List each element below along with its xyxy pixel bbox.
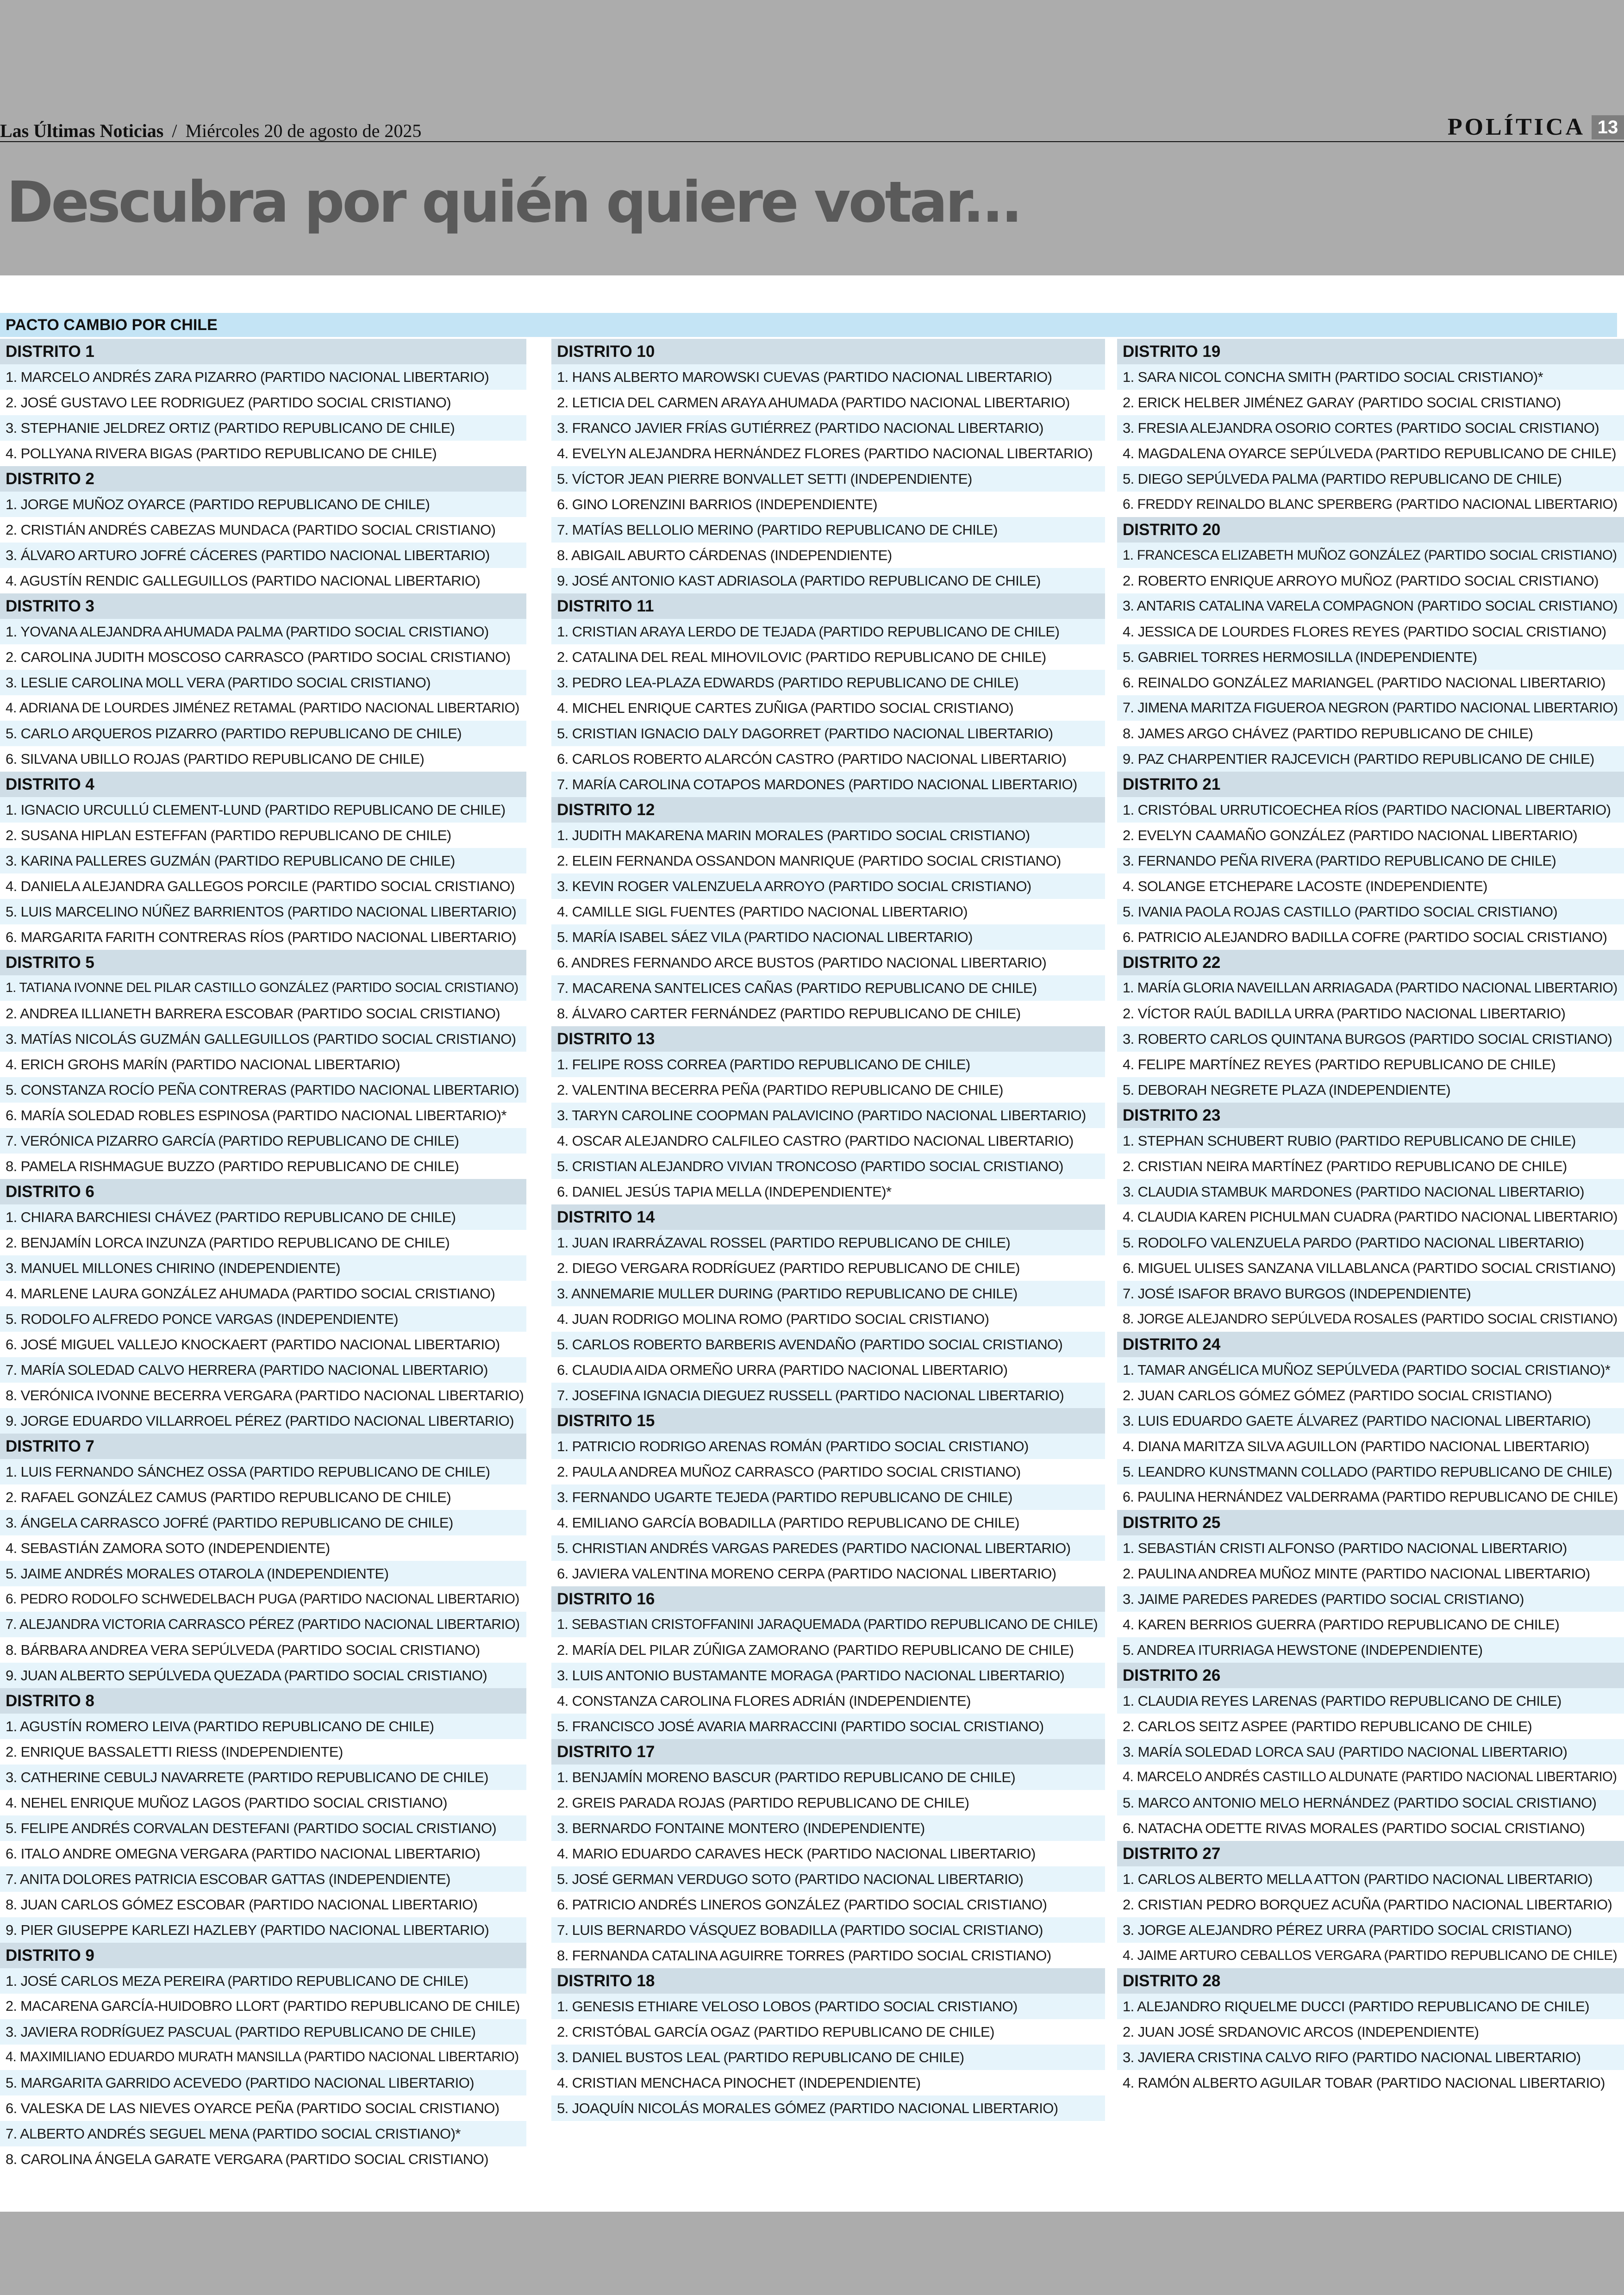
candidate-row: 1. JUDITH MAKARENA MARIN MORALES (PARTIDO SOCIAL CRISTIANO) [551,823,1105,848]
candidate-row: 2. PAULA ANDREA MUÑOZ CARRASCO (PARTIDO SOCIAL CRISTIANO) [557,1464,1021,1480]
candidate-row: 1. CRISTÓBAL URRUTICOECHEA RÍOS (PARTIDO NACIONAL LIBERTARIO) [1117,797,1624,823]
candidate-row: 6. JAVIERA VALENTINA MORENO CERPA (PARTIDO NACIONAL LIBERTARIO) [557,1565,1056,1582]
candidate-row: 4. ERICH GROHS MARÍN (PARTIDO NACIONAL LIBERTARIO) [6,1056,400,1073]
candidate-row: 5. CRISTIAN IGNACIO DALY DAGORRET (PARTIDO NACIONAL LIBERTARIO) [551,721,1105,746]
candidate-row: 4. EVELYN ALEJANDRA HERNÁNDEZ FLORES (PARTIDO NACIONAL LIBERTARIO) [557,445,1093,461]
candidate-row: 8. VERÓNICA IVONNE BECERRA VERGARA (PARTIDO NACIONAL LIBERTARIO) [6,1387,524,1403]
candidate-row: 6. MARGARITA FARITH CONTRERAS RÍOS (PARTIDO NACIONAL LIBERTARIO) [6,929,517,945]
candidate-row: 3. BERNARDO FONTAINE MONTERO (INDEPENDIENTE) [551,1815,1105,1841]
candidate-row: 6. MIGUEL ULISES SANZANA VILLABLANCA (PARTIDO SOCIAL CRISTIANO) [1123,1260,1616,1276]
district-header: DISTRITO 17 [551,1739,1105,1765]
candidate-row: 1. JORGE MUÑOZ OYARCE (PARTIDO REPUBLICANO DE CHILE) [0,492,526,517]
candidate-row: 6. JOSÉ MIGUEL VALLEJO KNOCKAERT (PARTIDO NACIONAL LIBERTARIO) [6,1336,500,1353]
candidate-row: 4. MARLENE LAURA GONZÁLEZ AHUMADA (PARTIDO SOCIAL CRISTIANO) [6,1285,495,1302]
candidate-row: 1. SEBASTIAN CRISTOFFANINI JARAQUEMADA (PARTIDO REPUBLICANO DE CHILE) [551,1612,1105,1637]
candidate-row: 7. MATÍAS BELLOLIO MERINO (PARTIDO REPUBLICANO DE CHILE) [551,517,1105,543]
candidate-row: 1. CHIARA BARCHIESI CHÁVEZ (PARTIDO REPUBLICANO DE CHILE) [0,1204,526,1230]
candidate-row: 4. MARCELO ANDRÉS CASTILLO ALDUNATE (PARTIDO NACIONAL LIBERTARIO) [1123,1770,1617,1784]
candidate-row: 9. JORGE EDUARDO VILLARROEL PÉREZ (PARTIDO NACIONAL LIBERTARIO) [0,1408,526,1434]
candidate-row: 3. ANNEMARIE MULLER DURING (PARTIDO REPUBLICANO DE CHILE) [551,1281,1105,1306]
candidate-row: 8. PAMELA RISHMAGUE BUZZO (PARTIDO REPUBLICANO DE CHILE) [6,1158,459,1174]
candidate-row: 2. PAULINA ANDREA MUÑOZ MINTE (PARTIDO NACIONAL LIBERTARIO) [1123,1565,1590,1582]
candidate-row: 1. MARÍA GLORIA NAVEILLAN ARRIAGADA (PARTIDO NACIONAL LIBERTARIO) [1117,975,1624,1001]
district-section [0,1434,526,1688]
candidate-row: 4. NEHEL ENRIQUE MUÑOZ LAGOS (PARTIDO SOCIAL CRISTIANO) [6,1795,447,1811]
candidate-row: 5. CRISTIAN ALEJANDRO VIVIAN TRONCOSO (PARTIDO SOCIAL CRISTIANO) [551,1154,1105,1179]
district-header: DISTRITO 23 [1117,1103,1624,1128]
district-header: DISTRITO 13 [551,1026,1105,1052]
candidate-row: 5. FELIPE ANDRÉS CORVALAN DESTEFANI (PARTIDO SOCIAL CRISTIANO) [0,1815,526,1841]
column-1 [0,339,526,2172]
candidate-row: 2. JOSÉ GUSTAVO LEE RODRIGUEZ (PARTIDO SOCIAL CRISTIANO) [6,394,451,411]
district-header: DISTRITO 22 [1117,950,1624,975]
column-2 [551,339,1105,2121]
candidate-row: 3. CATHERINE CEBULJ NAVARRETE (PARTIDO REPUBLICANO DE CHILE) [0,1765,526,1790]
candidate-row: 1. CRISTIAN ARAYA LERDO DE TEJADA (PARTIDO REPUBLICANO DE CHILE) [551,619,1105,644]
district-section [0,339,526,466]
candidate-row: 4. MAXIMILIANO EDUARDO MURATH MANSILLA (PARTIDO NACIONAL LIBERTARIO) [6,2050,519,2064]
candidate-row: 7. MARÍA SOLEDAD CALVO HERRERA (PARTIDO NACIONAL LIBERTARIO) [0,1357,526,1383]
candidate-row: 4. SOLANGE ETCHEPARE LACOSTE (INDEPENDIENTE) [1123,878,1487,894]
candidate-row: 1. SARA NICOL CONCHA SMITH (PARTIDO SOCIAL CRISTIANO)* [1117,364,1624,390]
candidate-row: 2. ERICK HELBER JIMÉNEZ GARAY (PARTIDO SOCIAL CRISTIANO) [1123,394,1561,411]
candidate-row: 6. PATRICIO ALEJANDRO BADILLA COFRE (PARTIDO SOCIAL CRISTIANO) [1123,929,1607,945]
candidate-row: 5. ANDREA ITURRIAGA HEWSTONE (INDEPENDIENTE) [1117,1637,1624,1663]
candidate-row: 6. NATACHA ODETTE RIVAS MORALES (PARTIDO SOCIAL CRISTIANO) [1123,1820,1585,1836]
candidate-row: 2. CATALINA DEL REAL MIHOVILOVIC (PARTIDO REPUBLICANO DE CHILE) [557,649,1046,665]
district-section [0,1179,526,1434]
candidate-row: 6. PATRICIO ANDRÉS LINEROS GONZÁLEZ (PARTIDO SOCIAL CRISTIANO) [557,1896,1047,1913]
district-section [551,1586,1105,1739]
candidate-row: 4. JUAN RODRIGO MOLINA ROMO (PARTIDO SOCIAL CRISTIANO) [557,1311,989,1327]
candidate-row: 6. ANDRES FERNANDO ARCE BUSTOS (PARTIDO NACIONAL LIBERTARIO) [557,954,1047,971]
candidate-row: 3. PEDRO LEA-PLAZA EDWARDS (PARTIDO REPUBLICANO DE CHILE) [551,670,1105,695]
district-section [1117,1663,1624,1841]
candidate-row: 2. VALENTINA BECERRA PEÑA (PARTIDO REPUBLICANO DE CHILE) [557,1082,1003,1098]
page-number: 13 [1592,115,1624,139]
candidate-row: 6. PEDRO RODOLFO SCHWEDELBACH PUGA (PARTIDO NACIONAL LIBERTARIO) [6,1591,519,1607]
candidate-row: 6. VALESKA DE LAS NIEVES OYARCE PEÑA (PARTIDO SOCIAL CRISTIANO) [6,2100,500,2116]
district-header: DISTRITO 27 [1117,1841,1624,1866]
district-header: DISTRITO 24 [1117,1332,1624,1357]
candidate-row: 2. SUSANA HIPLAN ESTEFFAN (PARTIDO REPUBLICANO DE CHILE) [6,827,451,843]
candidate-row: 4. EMILIANO GARCÍA BOBADILLA (PARTIDO REPUBLICANO DE CHILE) [557,1515,1019,1531]
candidate-row: 5. JOAQUÍN NICOLÁS MORALES GÓMEZ (PARTIDO NACIONAL LIBERTARIO) [551,2095,1105,2121]
candidate-row: 6. CLAUDIA AIDA ORMEÑO URRA (PARTIDO NACIONAL LIBERTARIO) [557,1362,1008,1378]
candidate-row: 3. FERNANDO PEÑA RIVERA (PARTIDO REPUBLICANO DE CHILE) [1117,848,1624,873]
candidate-row: 7. JIMENA MARITZA FIGUEROA NEGRON (PARTIDO NACIONAL LIBERTARIO) [1117,695,1624,721]
candidate-row: 5. RODOLFO ALFREDO PONCE VARGAS (INDEPENDIENTE) [0,1306,526,1332]
candidate-row: 5. IVANIA PAOLA ROJAS CASTILLO (PARTIDO SOCIAL CRISTIANO) [1117,899,1624,924]
candidate-row: 3. LUIS EDUARDO GAETE ÁLVAREZ (PARTIDO NACIONAL LIBERTARIO) [1117,1408,1624,1434]
district-header: DISTRITO 15 [551,1408,1105,1434]
candidate-row: 4. CLAUDIA KAREN PICHULMAN CUADRA (PARTIDO NACIONAL LIBERTARIO) [1123,1210,1618,1225]
candidate-row: 6. GINO LORENZINI BARRIOS (INDEPENDIENTE) [557,496,877,512]
candidate-row: 2. MACARENA GARCÍA-HUIDOBRO LLORT (PARTIDO REPUBLICANO DE CHILE) [6,1998,520,2014]
candidate-row: 8. CAROLINA ÁNGELA GARATE VERGARA (PARTIDO SOCIAL CRISTIANO) [6,2151,488,2167]
candidate-row: 2. VÍCTOR RAÚL BADILLA URRA (PARTIDO NACIONAL LIBERTARIO) [1123,1005,1566,1022]
candidate-row: 5. LUIS MARCELINO NÚÑEZ BARRIENTOS (PARTIDO NACIONAL LIBERTARIO) [0,899,526,924]
candidate-row: 3. ÁNGELA CARRASCO JOFRÉ (PARTIDO REPUBLICANO DE CHILE) [0,1510,526,1535]
district-section [551,1026,1105,1204]
candidate-row: 5. CHRISTIAN ANDRÉS VARGAS PAREDES (PARTIDO NACIONAL LIBERTARIO) [551,1535,1105,1561]
district-header: DISTRITO 5 [0,950,526,975]
candidate-row: 5. CARLOS ROBERTO BARBERIS AVENDAÑO (PARTIDO SOCIAL CRISTIANO) [551,1332,1105,1357]
candidate-row: 7. VERÓNICA PIZARRO GARCÍA (PARTIDO REPUBLICANO DE CHILE) [0,1128,526,1154]
candidate-row: 3. KARINA PALLERES GUZMÁN (PARTIDO REPUBLICANO DE CHILE) [0,848,526,873]
candidate-row: 2. ROBERTO ENRIQUE ARROYO MUÑOZ (PARTIDO SOCIAL CRISTIANO) [1123,573,1599,589]
candidate-row: 2. RAFAEL GONZÁLEZ CAMUS (PARTIDO REPUBLICANO DE CHILE) [6,1489,451,1505]
candidate-row: 2. CRISTIAN PEDRO BORQUEZ ACUÑA (PARTIDO NACIONAL LIBERTARIO) [1123,1896,1612,1913]
candidate-row: 3. CLAUDIA STAMBUK MARDONES (PARTIDO NACIONAL LIBERTARIO) [1117,1179,1624,1204]
candidate-row: 4. MAGDALENA OYARCE SEPÚLVEDA (PARTIDO REPUBLICANO DE CHILE) [1123,445,1616,461]
candidate-row: 1. FELIPE ROSS CORREA (PARTIDO REPUBLICANO DE CHILE) [551,1052,1105,1077]
candidate-row: 4. OSCAR ALEJANDRO CALFILEO CASTRO (PARTIDO NACIONAL LIBERTARIO) [557,1133,1074,1149]
district-header: DISTRITO 19 [1117,339,1624,364]
candidate-row: 7. ALBERTO ANDRÉS SEGUEL MENA (PARTIDO SOCIAL CRISTIANO)* [0,2121,526,2146]
district-section [551,1968,1105,2121]
candidate-row: 3. TARYN CAROLINE COOPMAN PALAVICINO (PARTIDO NACIONAL LIBERTARIO) [551,1103,1105,1128]
candidate-row: 4. KAREN BERRIOS GUERRA (PARTIDO REPUBLICANO DE CHILE) [1123,1616,1560,1633]
candidate-row: 3. KEVIN ROGER VALENZUELA ARROYO (PARTIDO SOCIAL CRISTIANO) [551,873,1105,899]
district-section [0,593,526,772]
candidate-row: 6. MARÍA SOLEDAD ROBLES ESPINOSA (PARTIDO NACIONAL LIBERTARIO)* [6,1107,506,1123]
candidate-row: 1. TAMAR ANGÉLICA MUÑOZ SEPÚLVEDA (PARTIDO SOCIAL CRISTIANO)* [1117,1357,1624,1383]
headline: Descubra por quién quiere votar... [6,169,1020,235]
candidate-row: 2. BENJAMÍN LORCA INZUNZA (PARTIDO REPUBLICANO DE CHILE) [6,1235,450,1251]
candidate-row: 6. ITALO ANDRE OMEGNA VERGARA (PARTIDO NACIONAL LIBERTARIO) [6,1846,481,1862]
candidate-row: 2. DIEGO VERGARA RODRÍGUEZ (PARTIDO REPUBLICANO DE CHILE) [557,1260,1020,1276]
candidate-row: 4. RAMÓN ALBERTO AGUILAR TOBAR (PARTIDO NACIONAL LIBERTARIO) [1123,2075,1605,2091]
district-header: DISTRITO 11 [551,593,1105,619]
candidate-row: 1. FRANCESCA ELIZABETH MUÑOZ GONZÁLEZ (PARTIDO SOCIAL CRISTIANO) [1117,543,1624,568]
candidate-row: 4. MICHEL ENRIQUE CARTES ZUÑIGA (PARTIDO SOCIAL CRISTIANO) [557,700,1014,716]
candidate-row: 2. JUAN JOSÉ SRDANOVIC ARCOS (INDEPENDIENTE) [1123,2024,1479,2040]
candidate-row: 8. JAMES ARGO CHÁVEZ (PARTIDO REPUBLICANO DE CHILE) [1123,725,1533,742]
candidate-row: 2. CRISTÓBAL GARCÍA OGAZ (PARTIDO REPUBLICANO DE CHILE) [557,2024,994,2040]
candidate-row: 3. JAIME PAREDES PAREDES (PARTIDO SOCIAL CRISTIANO) [1117,1586,1624,1612]
candidate-row: 6. CARLOS ROBERTO ALARCÓN CASTRO (PARTIDO NACIONAL LIBERTARIO) [557,751,1067,767]
publication-date: Miércoles 20 de agosto de 2025 [185,120,422,141]
district-section [551,1204,1105,1408]
district-header: DISTRITO 18 [551,1968,1105,1994]
masthead [0,118,421,143]
candidate-row: 3. ÁLVARO ARTURO JOFRÉ CÁCERES (PARTIDO NACIONAL LIBERTARIO) [0,543,526,568]
candidate-row: 7. MACARENA SANTELICES CAÑAS (PARTIDO REPUBLICANO DE CHILE) [551,975,1105,1001]
candidate-row: 5. JAIME ANDRÉS MORALES OTAROLA (INDEPENDIENTE) [0,1561,526,1586]
candidate-row: 3. DANIEL BUSTOS LEAL (PARTIDO REPUBLICANO DE CHILE) [551,2045,1105,2070]
candidate-row: 1. TATIANA IVONNE DEL PILAR CASTILLO GONZÁLEZ (PARTIDO SOCIAL CRISTIANO) [0,975,526,1001]
candidate-row: 5. DEBORAH NEGRETE PLAZA (INDEPENDIENTE) [1117,1077,1624,1103]
candidate-row: 3. LESLIE CAROLINA MOLL VERA (PARTIDO SOCIAL CRISTIANO) [0,670,526,695]
candidate-row: 6. SILVANA UBILLO ROJAS (PARTIDO REPUBLICANO DE CHILE) [6,751,425,767]
masthead-separator: / [172,120,177,141]
candidate-row: 6. REINALDO GONZÁLEZ MARIANGEL (PARTIDO NACIONAL LIBERTARIO) [1123,674,1605,691]
district-header: DISTRITO 4 [0,772,526,797]
candidate-row: 9. PAZ CHARPENTIER RAJCEVICH (PARTIDO REPUBLICANO DE CHILE) [1117,746,1624,772]
candidate-row: 1. GENESIS ETHIARE VELOSO LOBOS (PARTIDO SOCIAL CRISTIANO) [551,1994,1105,2019]
district-header: DISTRITO 1 [0,339,526,364]
district-header: DISTRITO 26 [1117,1663,1624,1688]
candidate-row: 1. SEBASTIÁN CRISTI ALFONSO (PARTIDO NACIONAL LIBERTARIO) [1117,1535,1624,1561]
candidate-row: 1. JUAN IRARRÁZAVAL ROSSEL (PARTIDO REPUBLICANO DE CHILE) [551,1230,1105,1255]
candidate-row: 3. FRESIA ALEJANDRA OSORIO CORTES (PARTIDO SOCIAL CRISTIANO) [1117,415,1624,441]
district-section [1117,1968,1624,2095]
candidate-row: 3. JAVIERA CRISTINA CALVO RIFO (PARTIDO NACIONAL LIBERTARIO) [1117,2045,1624,2070]
district-section [0,772,526,950]
district-header: DISTRITO 10 [551,339,1105,364]
candidate-row: 3. STEPHANIE JELDREZ ORTIZ (PARTIDO REPUBLICANO DE CHILE) [0,415,526,441]
candidate-row: 7. JOSÉ ISAFOR BRAVO BURGOS (INDEPENDIENTE) [1117,1281,1624,1306]
candidate-row: 5. RODOLFO VALENZUELA PARDO (PARTIDO NACIONAL LIBERTARIO) [1117,1230,1624,1255]
candidate-row: 3. FRANCO JAVIER FRÍAS GUTIÉRREZ (PARTIDO NACIONAL LIBERTARIO) [551,415,1105,441]
district-section [1117,517,1624,772]
candidate-row: 4. POLLYANA RIVERA BIGAS (PARTIDO REPUBLICANO DE CHILE) [6,445,437,461]
candidate-row: 2. CRISTIAN NEIRA MARTÍNEZ (PARTIDO REPUBLICANO DE CHILE) [1123,1158,1567,1174]
candidate-row: 5. MARGARITA GARRIDO ACEVEDO (PARTIDO NACIONAL LIBERTARIO) [0,2070,526,2095]
district-section [1117,1103,1624,1332]
candidate-row: 5. JOSÉ GERMAN VERDUGO SOTO (PARTIDO NACIONAL LIBERTARIO) [551,1866,1105,1892]
district-section [0,1943,526,2172]
candidate-row: 7. ANITA DOLORES PATRICIA ESCOBAR GATTAS (INDEPENDIENTE) [0,1866,526,1892]
candidate-row: 4. CAMILLE SIGL FUENTES (PARTIDO NACIONAL LIBERTARIO) [557,904,968,920]
candidate-row: 4. JESSICA DE LOURDES FLORES REYES (PARTIDO SOCIAL CRISTIANO) [1123,624,1606,640]
district-header: DISTRITO 6 [0,1179,526,1204]
district-section [1117,772,1624,950]
candidate-row: 5. VÍCTOR JEAN PIERRE BONVALLET SETTI (INDEPENDIENTE) [551,466,1105,492]
candidate-row: 5. MARCO ANTONIO MELO HERNÁNDEZ (PARTIDO SOCIAL CRISTIANO) [1117,1790,1624,1815]
candidate-row: 8. BÁRBARA ANDREA VERA SEPÚLVEDA (PARTIDO SOCIAL CRISTIANO) [6,1642,480,1658]
candidate-row: 6. PAULINA HERNÁNDEZ VALDERRAMA (PARTIDO REPUBLICANO DE CHILE) [1123,1489,1618,1505]
district-section [0,1688,526,1943]
district-section [551,797,1105,1026]
candidate-row: 3. FERNANDO UGARTE TEJEDA (PARTIDO REPUBLICANO DE CHILE) [551,1484,1105,1510]
candidate-row: 7. LUIS BERNARDO VÁSQUEZ BOBADILLA (PARTIDO SOCIAL CRISTIANO) [551,1917,1105,1943]
masthead-rule [0,141,1624,142]
district-header: DISTRITO 16 [551,1586,1105,1612]
candidate-row: 6. DANIEL JESÚS TAPIA MELLA (INDEPENDIENTE)* [557,1184,892,1200]
candidate-row: 8. ÁLVARO CARTER FERNÁNDEZ (PARTIDO REPUBLICANO DE CHILE) [557,1005,1021,1022]
candidate-row: 2. CAROLINA JUDITH MOSCOSO CARRASCO (PARTIDO SOCIAL CRISTIANO) [6,649,511,665]
candidate-row: 5. DIEGO SEPÚLVEDA PALMA (PARTIDO REPUBLICANO DE CHILE) [1117,466,1624,492]
district-header: DISTRITO 7 [0,1434,526,1459]
district-header: DISTRITO 8 [0,1688,526,1714]
candidate-row: 8. FERNANDA CATALINA AGUIRRE TORRES (PARTIDO SOCIAL CRISTIANO) [557,1947,1051,1964]
candidate-row: 3. ANTARIS CATALINA VARELA COMPAGNON (PARTIDO SOCIAL CRISTIANO) [1117,593,1624,619]
district-section [551,1739,1105,1968]
candidate-row: 2. ENRIQUE BASSALETTI RIESS (INDEPENDIENTE) [6,1744,343,1760]
candidate-row: 2. LETICIA DEL CARMEN ARAYA AHUMADA (PARTIDO NACIONAL LIBERTARIO) [557,394,1070,411]
candidate-row: 2. GREIS PARADA ROJAS (PARTIDO REPUBLICANO DE CHILE) [557,1795,969,1811]
candidate-row: 2. EVELYN CAAMAÑO GONZÁLEZ (PARTIDO NACIONAL LIBERTARIO) [1123,827,1578,843]
candidate-row: 6. FREDDY REINALDO BLANC SPERBERG (PARTIDO NACIONAL LIBERTARIO) [1123,497,1618,512]
candidate-row: 4. CONSTANZA CAROLINA FLORES ADRIÁN (INDEPENDIENTE) [557,1693,971,1709]
candidate-row: 1. ALEJANDRO RIQUELME DUCCI (PARTIDO REPUBLICANO DE CHILE) [1117,1994,1624,2019]
candidate-row: 1. PATRICIO RODRIGO ARENAS ROMÁN (PARTIDO SOCIAL CRISTIANO) [551,1434,1105,1459]
district-header: DISTRITO 9 [0,1943,526,1968]
candidate-row: 3. JORGE ALEJANDRO PÉREZ URRA (PARTIDO SOCIAL CRISTIANO) [1117,1917,1624,1943]
candidate-row: 2. JUAN CARLOS GÓMEZ GÓMEZ (PARTIDO SOCIAL CRISTIANO) [1123,1387,1552,1403]
district-section [1117,1510,1624,1663]
candidate-row: 1. HANS ALBERTO MAROWSKI CUEVAS (PARTIDO NACIONAL LIBERTARIO) [551,364,1105,390]
candidate-row: 5. CONSTANZA ROCÍO PEÑA CONTRERAS (PARTIDO NACIONAL LIBERTARIO) [0,1077,526,1103]
candidate-row: 1. JOSÉ CARLOS MEZA PEREIRA (PARTIDO REPUBLICANO DE CHILE) [0,1968,526,1994]
district-header: DISTRITO 14 [551,1204,1105,1230]
candidate-row: 1. BENJAMÍN MORENO BASCUR (PARTIDO REPUBLICANO DE CHILE) [551,1765,1105,1790]
candidate-row: 4. SEBASTIÁN ZAMORA SOTO (INDEPENDIENTE) [6,1540,330,1556]
district-section [551,339,1105,593]
candidate-row: 4. MARIO EDUARDO CARAVES HECK (PARTIDO NACIONAL LIBERTARIO) [557,1846,1036,1862]
pact-title: PACTO CAMBIO POR CHILE [0,313,1617,337]
candidate-row: 9. JOSÉ ANTONIO KAST ADRIASOLA (PARTIDO REPUBLICANO DE CHILE) [551,568,1105,593]
district-section [0,950,526,1179]
candidate-row: 3. MARÍA SOLEDAD LORCA SAU (PARTIDO NACIONAL LIBERTARIO) [1117,1739,1624,1765]
candidate-row: 2. ANDREA ILLIANETH BARRERA ESCOBAR (PARTIDO SOCIAL CRISTIANO) [6,1005,500,1022]
candidate-row: 4. JAIME ARTURO CEBALLOS VERGARA (PARTIDO REPUBLICANO DE CHILE) [1123,1948,1618,1963]
district-section [1117,950,1624,1103]
candidate-row: 2. CRISTIÁN ANDRÉS CABEZAS MUNDACA (PARTIDO SOCIAL CRISTIANO) [6,522,496,538]
publication-name: Las Últimas Noticias [0,120,164,141]
candidate-row: 5. CARLO ARQUEROS PIZARRO (PARTIDO REPUBLICANO DE CHILE) [0,721,526,746]
candidate-row: 4. DIANA MARITZA SILVA AGUILLON (PARTIDO NACIONAL LIBERTARIO) [1123,1438,1589,1454]
candidate-row: 4. DANIELA ALEJANDRA GALLEGOS PORCILE (PARTIDO SOCIAL CRISTIANO) [6,878,515,894]
candidate-row: 8. JUAN CARLOS GÓMEZ ESCOBAR (PARTIDO NACIONAL LIBERTARIO) [6,1896,478,1913]
district-section [551,593,1105,797]
candidate-row: 4. CRISTIAN MENCHACA PINOCHET (INDEPENDIENTE) [557,2075,921,2091]
footer-band [0,2212,1624,2295]
candidate-row: 4. ADRIANA DE LOURDES JIMÉNEZ RETAMAL (PARTIDO NACIONAL LIBERTARIO) [6,700,519,716]
candidate-row: 9. JUAN ALBERTO SEPÚLVEDA QUEZADA (PARTIDO SOCIAL CRISTIANO) [0,1663,526,1688]
candidate-row: 1. YOVANA ALEJANDRA AHUMADA PALMA (PARTIDO SOCIAL CRISTIANO) [0,619,526,644]
candidate-row: 4. FELIPE MARTÍNEZ REYES (PARTIDO REPUBLICANO DE CHILE) [1123,1056,1556,1073]
district-header: DISTRITO 28 [1117,1968,1624,1994]
candidate-row: 5. LEANDRO KUNSTMANN COLLADO (PARTIDO REPUBLICANO DE CHILE) [1117,1459,1624,1484]
district-header: DISTRITO 3 [0,593,526,619]
candidate-row: 3. ROBERTO CARLOS QUINTANA BURGOS (PARTIDO SOCIAL CRISTIANO) [1117,1026,1624,1052]
district-section [1117,1841,1624,1968]
candidate-row: 1. CLAUDIA REYES LARENAS (PARTIDO REPUBLICANO DE CHILE) [1117,1688,1624,1714]
candidate-row: 3. MANUEL MILLONES CHIRINO (INDEPENDIENTE) [0,1255,526,1281]
candidate-row: 1. MARCELO ANDRÉS ZARA PIZARRO (PARTIDO NACIONAL LIBERTARIO) [0,364,526,390]
district-section [0,466,526,593]
candidate-row: 2. CARLOS SEITZ ASPEE (PARTIDO REPUBLICANO DE CHILE) [1123,1718,1532,1734]
candidate-row: 5. GABRIEL TORRES HERMOSILLA (INDEPENDIENTE) [1117,644,1624,670]
district-header: DISTRITO 2 [0,466,526,492]
district-header: DISTRITO 25 [1117,1510,1624,1535]
candidate-row: 1. AGUSTÍN ROMERO LEIVA (PARTIDO REPUBLICANO DE CHILE) [0,1714,526,1739]
district-header: DISTRITO 21 [1117,772,1624,797]
district-section [1117,339,1624,517]
candidate-row: 7. JOSEFINA IGNACIA DIEGUEZ RUSSELL (PARTIDO NACIONAL LIBERTARIO) [551,1383,1105,1408]
district-header: DISTRITO 20 [1117,517,1624,543]
candidate-row: 2. ELEIN FERNANDA OSSANDON MANRIQUE (PARTIDO SOCIAL CRISTIANO) [557,853,1061,869]
candidate-row: 3. MATÍAS NICOLÁS GUZMÁN GALLEGUILLOS (PARTIDO SOCIAL CRISTIANO) [0,1026,526,1052]
candidate-row: 4. AGUSTÍN RENDIC GALLEGUILLOS (PARTIDO NACIONAL LIBERTARIO) [6,573,481,589]
column-3 [1117,339,1624,2095]
district-header: DISTRITO 12 [551,797,1105,823]
candidate-row: 5. MARÍA ISABEL SÁEZ VILA (PARTIDO NACIONAL LIBERTARIO) [551,924,1105,950]
candidate-row: 9. PIER GIUSEPPE KARLEZI HAZLEBY (PARTIDO NACIONAL LIBERTARIO) [0,1917,526,1943]
candidate-row: 3. LUIS ANTONIO BUSTAMANTE MORAGA (PARTIDO NACIONAL LIBERTARIO) [551,1663,1105,1688]
candidate-row: 7. MARÍA CAROLINA COTAPOS MARDONES (PARTIDO NACIONAL LIBERTARIO) [551,772,1105,797]
candidate-row: 1. STEPHAN SCHUBERT RUBIO (PARTIDO REPUBLICANO DE CHILE) [1117,1128,1624,1154]
section-label: POLÍTICA [1447,114,1585,140]
candidate-row: 3. JAVIERA RODRÍGUEZ PASCUAL (PARTIDO REPUBLICANO DE CHILE) [0,2019,526,2045]
section-tag [1448,113,1624,141]
candidate-row: 1. LUIS FERNANDO SÁNCHEZ OSSA (PARTIDO REPUBLICANO DE CHILE) [0,1459,526,1484]
district-section [551,1408,1105,1586]
candidate-row: 5. FRANCISCO JOSÉ AVARIA MARRACCINI (PARTIDO SOCIAL CRISTIANO) [551,1714,1105,1739]
candidate-row: 2. MARÍA DEL PILAR ZÚÑIGA ZAMORANO (PARTIDO REPUBLICANO DE CHILE) [557,1642,1074,1658]
candidate-row: 8. JORGE ALEJANDRO SEPÚLVEDA ROSALES (PARTIDO SOCIAL CRISTIANO) [1123,1311,1618,1327]
candidate-row: 7. ALEJANDRA VICTORIA CARRASCO PÉREZ (PARTIDO NACIONAL LIBERTARIO) [0,1612,526,1637]
candidate-row: 1. CARLOS ALBERTO MELLA ATTON (PARTIDO NACIONAL LIBERTARIO) [1117,1866,1624,1892]
district-section [1117,1332,1624,1510]
candidate-row: 8. ABIGAIL ABURTO CÁRDENAS (INDEPENDIENTE) [557,547,892,563]
candidate-row: 1. IGNACIO URCULLÚ CLEMENT-LUND (PARTIDO REPUBLICANO DE CHILE) [0,797,526,823]
